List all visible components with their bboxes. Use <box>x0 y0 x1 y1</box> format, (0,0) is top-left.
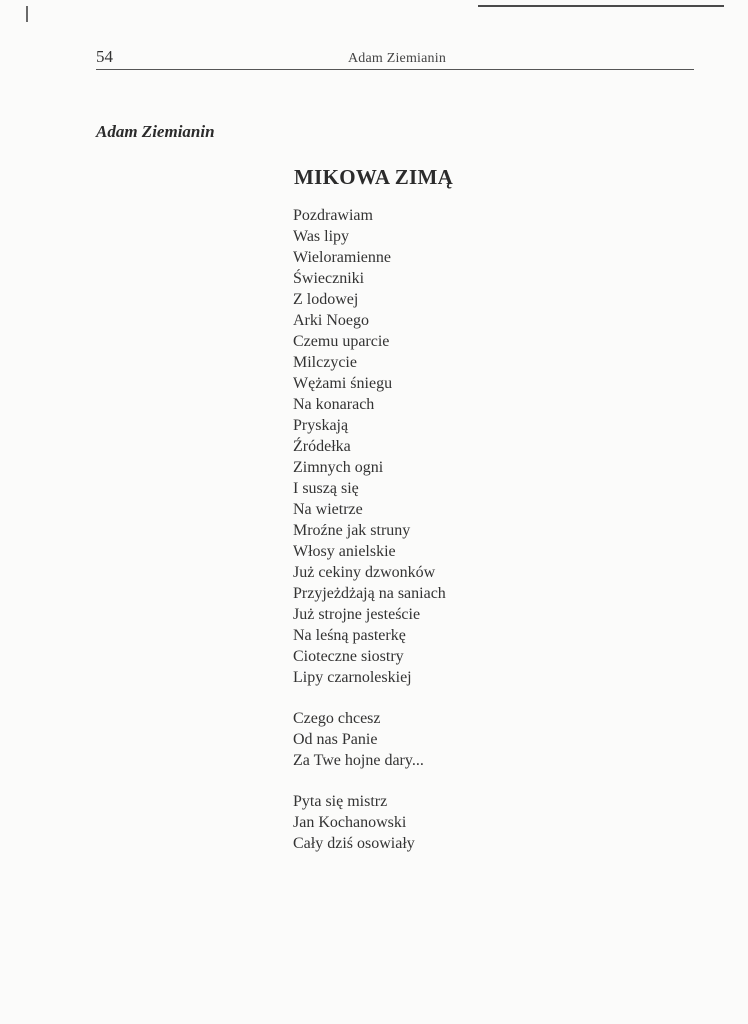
poem-line: Was lipy <box>293 228 350 245</box>
poem-line: Wieloramienne <box>293 249 391 266</box>
poem-line: Włosy anielskie <box>293 543 396 560</box>
poem-line: Na konarach <box>293 396 375 413</box>
poem-line: Milczycie <box>293 354 357 371</box>
header-rule <box>96 69 694 70</box>
poem-line: Arki Noego <box>293 312 369 329</box>
poem-line: Czego chcesz <box>293 710 381 727</box>
poem-line: Świeczniki <box>293 270 365 287</box>
poem-line: Przyjeżdżają na saniach <box>293 585 446 602</box>
poem-line: Już strojne jesteście <box>293 606 421 623</box>
poem-title: MIKOWA ZIMĄ <box>294 165 454 189</box>
poem-line: Pozdrawiam <box>293 207 373 224</box>
poem-line: Cioteczne siostry <box>293 648 404 665</box>
poem-line: Pyta się mistrz <box>293 793 388 810</box>
poem-line: Za Twe hojne dary... <box>293 752 424 769</box>
page-number: 54 <box>96 47 113 66</box>
poem-line: Na leśną pasterkę <box>293 627 406 644</box>
poem-line: Lipy czarnoleskiej <box>293 669 412 686</box>
poem-stanza <box>293 708 653 771</box>
scan-edge-mark <box>26 6 28 22</box>
poem-line: I suszą się <box>293 480 359 497</box>
poem-line: Od nas Panie <box>293 731 378 748</box>
poem-line: Pryskają <box>293 417 349 434</box>
poem-body <box>293 205 653 874</box>
poem-line: Mroźne jak struny <box>293 522 411 539</box>
poem-line: Cały dziś osowiały <box>293 835 415 852</box>
poem-line: Źródełka <box>293 438 351 455</box>
poem-line: Jan Kochanowski <box>293 814 407 831</box>
running-head <box>96 47 694 71</box>
author-name: Adam Ziemianin <box>96 122 215 141</box>
poem-line: Już cekiny dzwonków <box>293 564 436 581</box>
poem-line: Wężami śniegu <box>293 375 393 392</box>
running-title: Adam Ziemianin <box>348 51 447 66</box>
poem-line: Z lodowej <box>293 291 359 308</box>
scan-edge-line <box>478 5 724 7</box>
poem-line: Na wietrze <box>293 501 363 518</box>
poem-line: Czemu uparcie <box>293 333 390 350</box>
poem-line: Zimnych ogni <box>293 459 384 476</box>
poem-stanza <box>293 791 653 854</box>
poem-stanza <box>293 205 653 688</box>
